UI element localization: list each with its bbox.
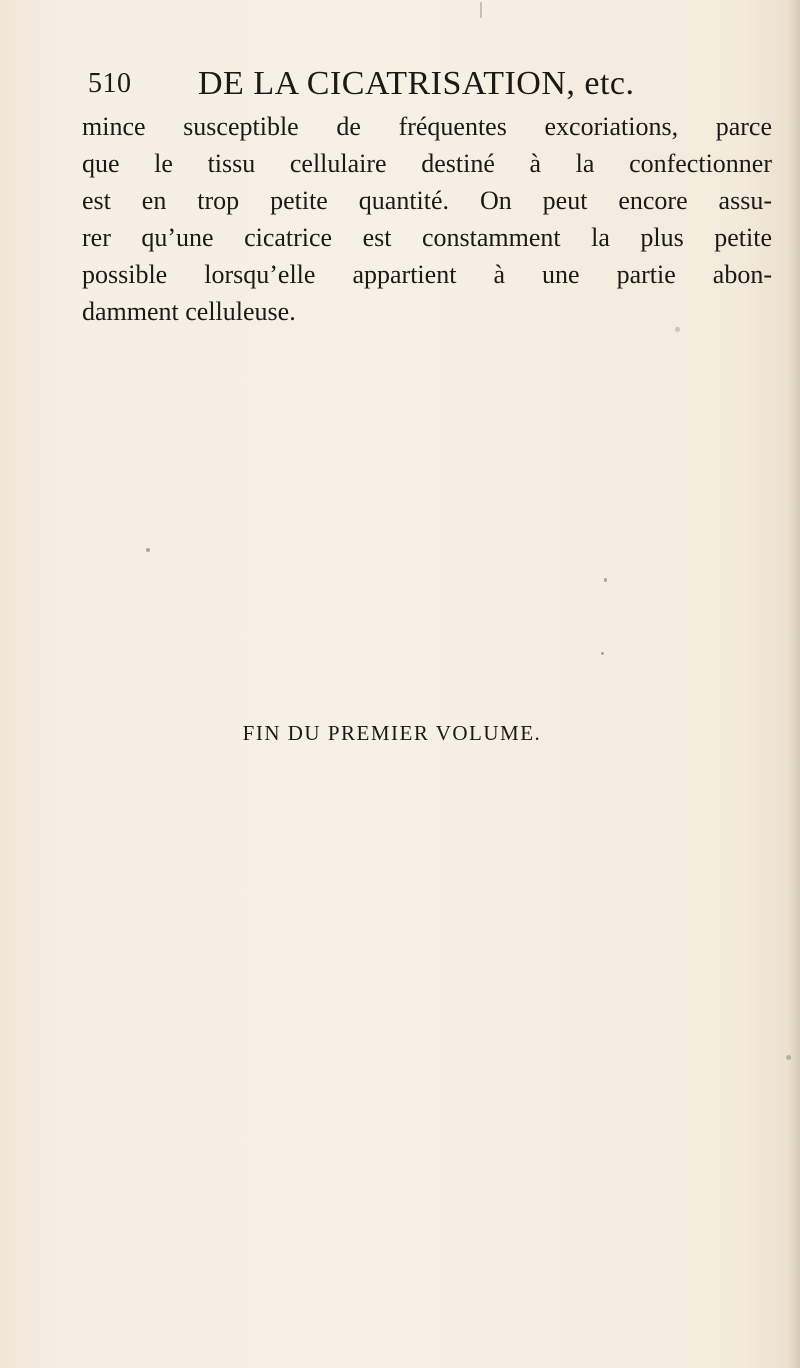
running-head bbox=[88, 62, 728, 106]
paper-speck bbox=[675, 327, 680, 332]
paper-speck bbox=[146, 548, 150, 552]
paper-speck bbox=[480, 2, 482, 18]
paragraph bbox=[82, 108, 772, 330]
text-line: mince susceptible de fréquentes excoriations, parce bbox=[82, 112, 772, 141]
page-edge-shadow bbox=[788, 0, 800, 1368]
colophon-text: FIN DU PREMIER VOLUME. bbox=[242, 721, 542, 745]
paper-speck bbox=[786, 1055, 791, 1060]
text-line: est en trop petite quantité. On peut encore assu- bbox=[82, 186, 772, 215]
running-title: DE LA CICATRISATION, etc. bbox=[198, 65, 635, 102]
page-number: 510 bbox=[88, 68, 132, 99]
text-line: damment celluleuse. bbox=[82, 297, 296, 326]
paper-speck bbox=[601, 652, 604, 655]
text-line: possible lorsqu’elle appartient à une partie abon- bbox=[82, 260, 772, 289]
text-line: rer qu’une cicatrice est constamment la plus petite bbox=[82, 223, 772, 252]
paper-speck bbox=[604, 578, 607, 582]
end-of-volume-colophon bbox=[0, 718, 800, 748]
text-line: que le tissu cellulaire destiné à la confectionner bbox=[82, 149, 772, 178]
